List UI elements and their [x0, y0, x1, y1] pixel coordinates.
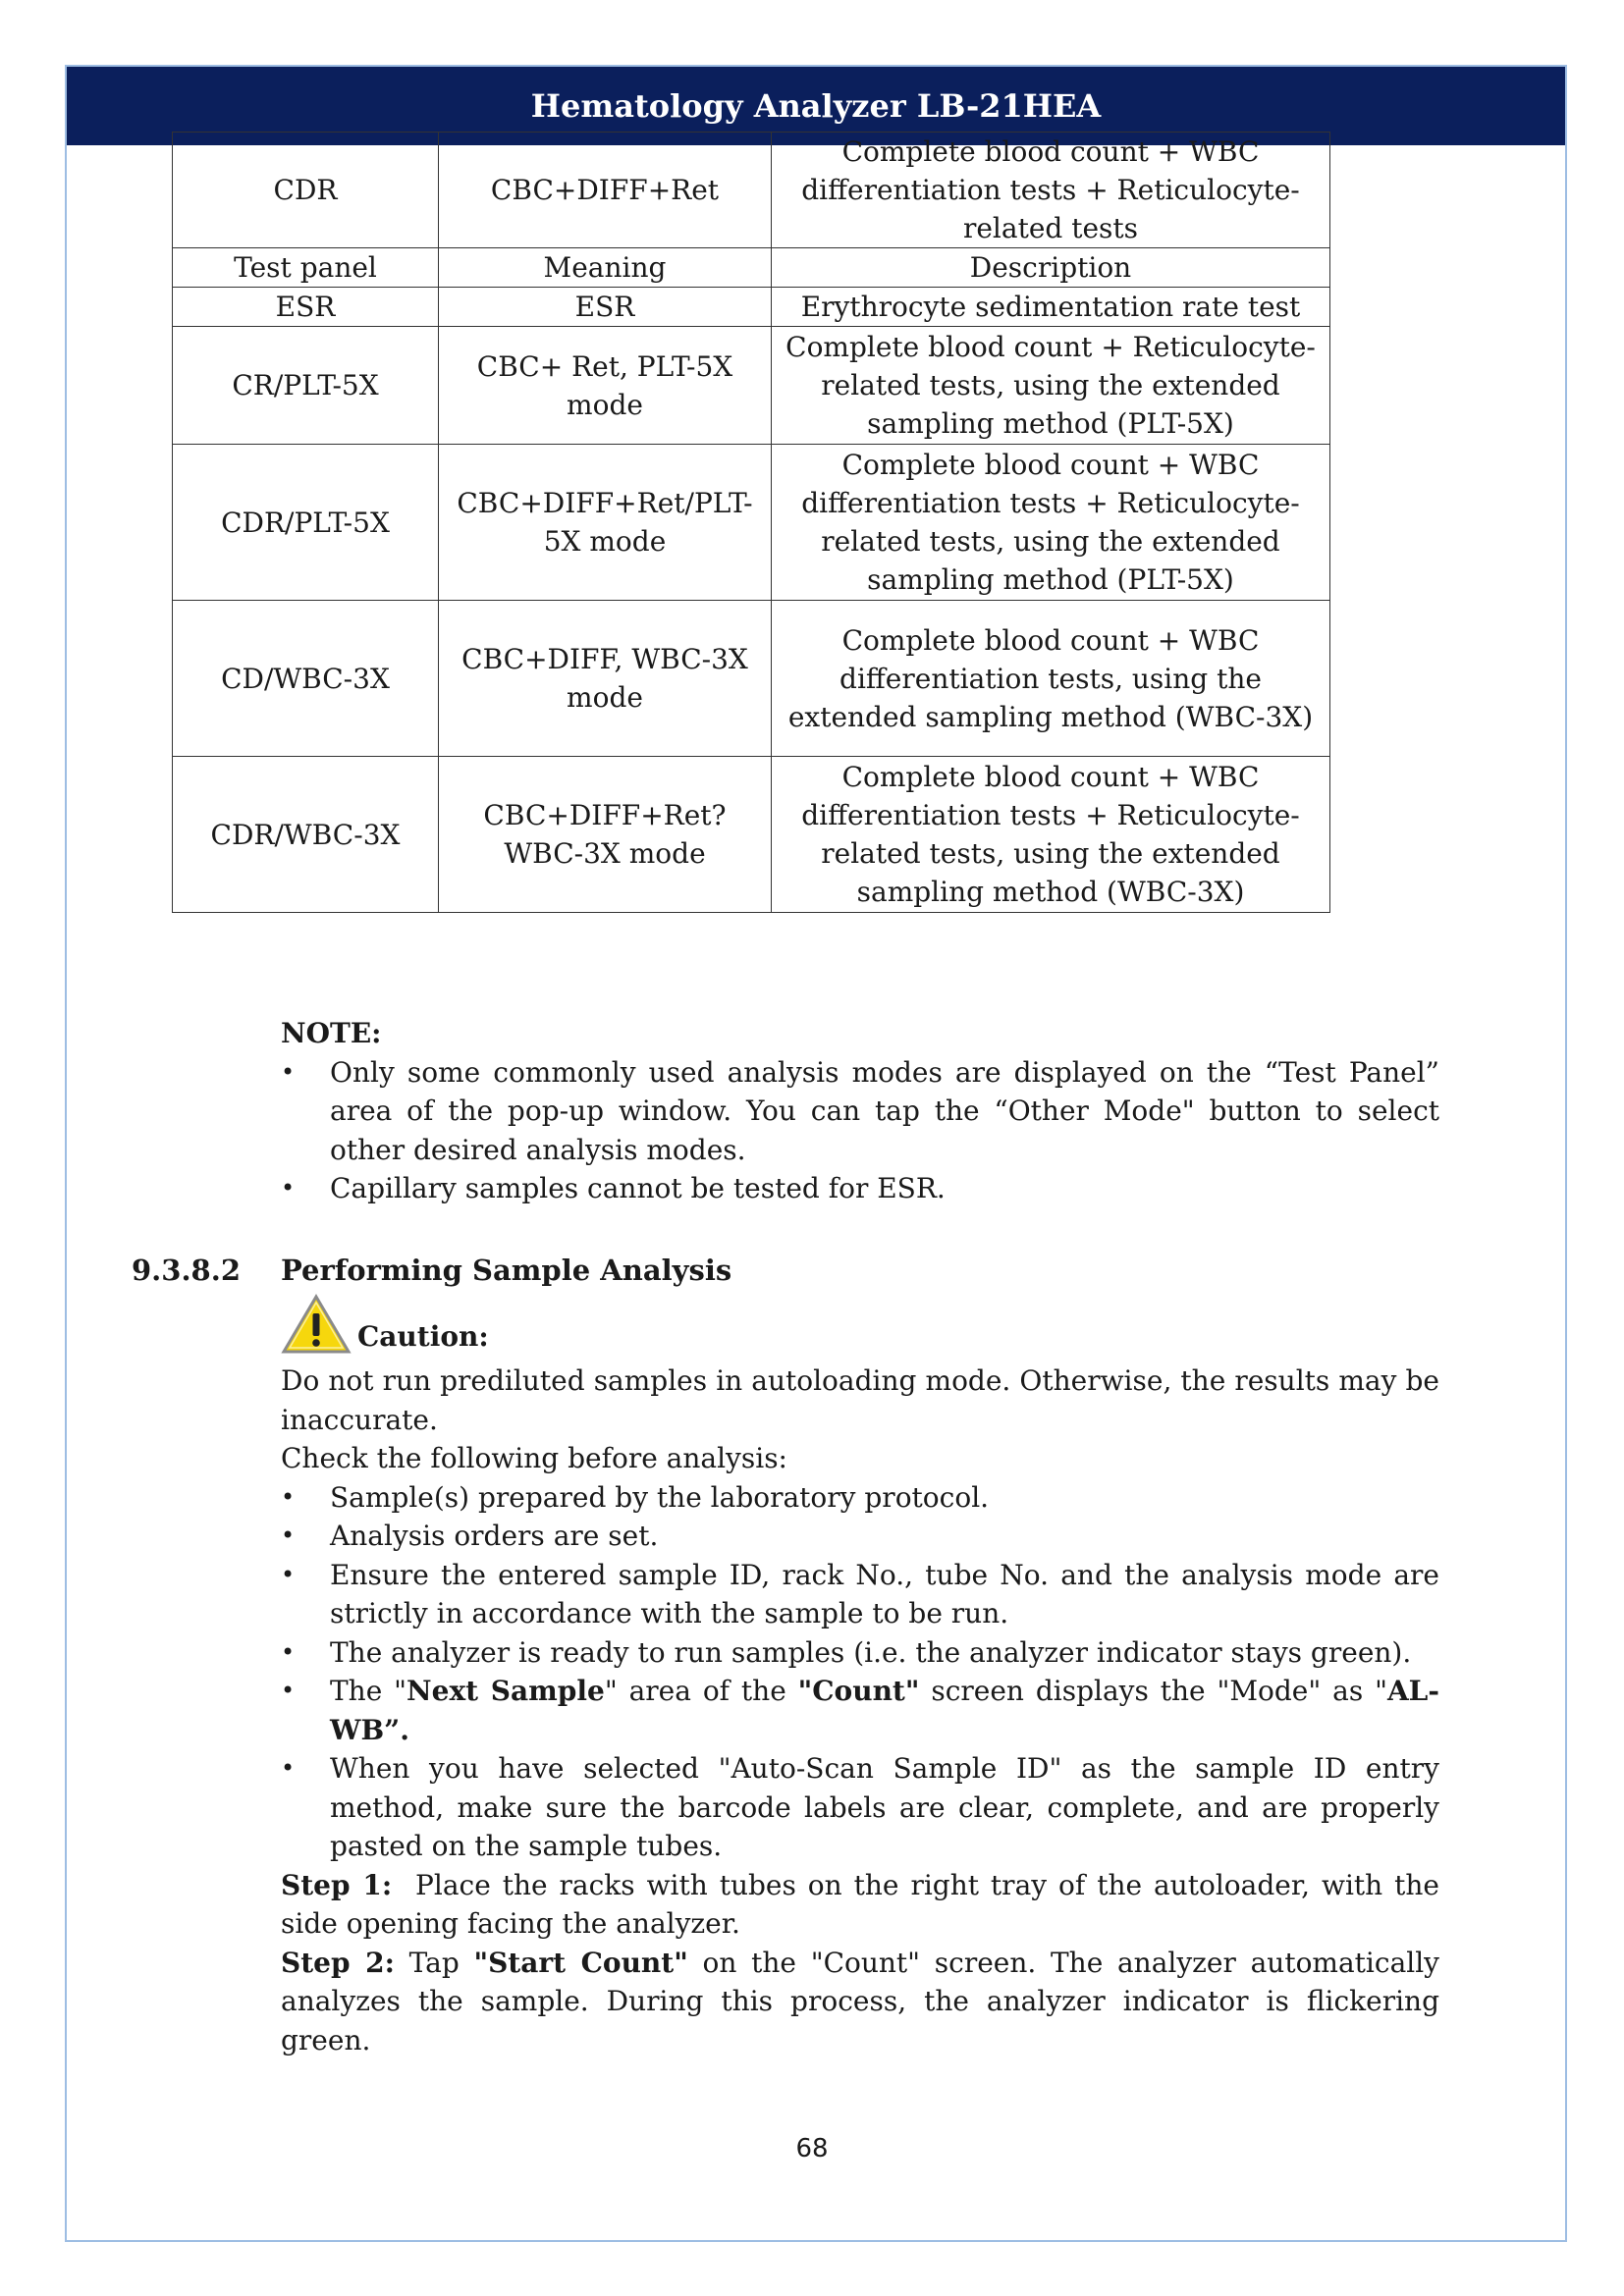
list-item: • Ensure the entered sample ID, rack No., tube No. and the analysis mode are strictly in accordance with the sample to be run.: [281, 1556, 1439, 1633]
section-title: Performing Sample Analysis: [281, 1254, 732, 1287]
list-item: • Sample(s) prepared by the laboratory protocol.: [281, 1478, 1439, 1518]
table-cell: Erythrocyte sedimentation rate test: [772, 288, 1330, 327]
bullet-icon: •: [281, 1560, 296, 1588]
bullet-icon: •: [281, 1057, 296, 1086]
list-item: • Capillary samples cannot be tested for ESR.: [281, 1169, 1439, 1208]
table-cell: CBC+DIFF+Ret: [439, 133, 772, 248]
table-row: [173, 327, 1330, 445]
step-1: Step 1: Place the racks with tubes on the right tray of the autoloader, with the side opening facing the analyzer.: [281, 1868, 1448, 1940]
table-row: [173, 757, 1330, 913]
table-cell: CBC+ Ret, PLT-5X mode: [439, 327, 772, 445]
list-item: • The "Next Sample" area of the "Count" screen displays the "Mode" as "AL-WB”.: [281, 1672, 1439, 1749]
caution-label: Caution:: [357, 1320, 489, 1353]
table-cell: CR/PLT-5X: [173, 327, 439, 445]
bullet-icon: •: [281, 1174, 296, 1201]
table-cell: Complete blood count + WBC differentiation tests + Reticulocyte-related tests, using the extended sampling method (WBC-3X): [772, 757, 1330, 913]
bullet-icon: •: [281, 1637, 296, 1666]
check-intro: Check the following before analysis:: [281, 1442, 787, 1474]
bullet-icon: •: [281, 1482, 296, 1511]
step-2-label: Step 2:: [281, 1946, 395, 1979]
page-number: 68: [795, 2134, 829, 2163]
table-cell: Complete blood count + WBC differentiation tests, using the extended sampling method (WBC-3X): [772, 601, 1330, 757]
table-cell: CD/WBC-3X: [173, 601, 439, 757]
table-row: [173, 445, 1330, 601]
table-cell: ESR: [439, 288, 772, 327]
caution-text: Do not run prediluted samples in autoloading mode. Otherwise, the results may be inaccurate.: [281, 1364, 1439, 1436]
table-cell: CDR: [173, 133, 439, 248]
test-panel-table: [172, 132, 1330, 913]
note-block: [281, 1014, 1439, 1208]
table-cell: CBC+DIFF+Ret/PLT-5X mode: [439, 445, 772, 601]
step-1-label: Step 1:: [281, 1868, 393, 1901]
list-item: • Only some commonly used analysis modes are displayed on the “Test Panel” area of the pop-up window. You can tap the “Other Mode" button to select other desired analysis modes.: [281, 1053, 1439, 1170]
note-label: NOTE:: [281, 1017, 382, 1049]
warning-triangle-icon: [281, 1294, 352, 1355]
table-row: [173, 133, 1330, 248]
bullet-icon: •: [281, 1677, 296, 1704]
table-cell: CDR/WBC-3X: [173, 757, 439, 913]
note-list: [281, 1053, 1439, 1208]
table-cell: Test panel: [173, 248, 439, 288]
bullet-icon: •: [281, 1522, 296, 1549]
caution-heading: [281, 1294, 489, 1355]
table-cell: CDR/PLT-5X: [173, 445, 439, 601]
bullet-icon: •: [281, 1754, 296, 1782]
table-cell: CBC+DIFF+Ret?WBC-3X mode: [439, 757, 772, 913]
table-cell: CBC+DIFF, WBC-3X mode: [439, 601, 772, 757]
list-item: • The analyzer is ready to run samples (i.e. the analyzer indicator stays green).: [281, 1633, 1439, 1673]
list-item: • Analysis orders are set.: [281, 1517, 1439, 1556]
table-cell: Complete blood count + WBC differentiation tests + Reticulocyte-related tests: [772, 133, 1330, 248]
table-cell: ESR: [173, 288, 439, 327]
analysis-body: [281, 1362, 1448, 2059]
page-header: Hematology Analyzer LB-21HEA: [67, 67, 1565, 145]
table-cell: Description: [772, 248, 1330, 288]
table-cell: Complete blood count + WBC differentiation tests + Reticulocyte-related tests, using the extended sampling method (PLT-5X): [772, 445, 1330, 601]
table-row: [173, 248, 1330, 288]
section-number: 9.3.8.2: [132, 1254, 242, 1287]
table-row: [173, 288, 1330, 327]
checklist: [281, 1478, 1439, 1866]
list-item: • When you have selected "Auto-Scan Sample ID" as the sample ID entry method, make sure the barcode labels are clear, complete, and are properly pasted on the sample tubes.: [281, 1749, 1439, 1866]
table-cell: Complete blood count + Reticulocyte-related tests, using the extended sampling method (PLT-5X): [772, 327, 1330, 445]
step-2: Step 2: Tap "Start Count" on the "Count" screen. The analyzer automatically analyzes the sample. During this process, the analyzer indicator is flickering green.: [281, 1946, 1439, 2056]
table-cell: Meaning: [439, 248, 772, 288]
table-row: [173, 601, 1330, 757]
